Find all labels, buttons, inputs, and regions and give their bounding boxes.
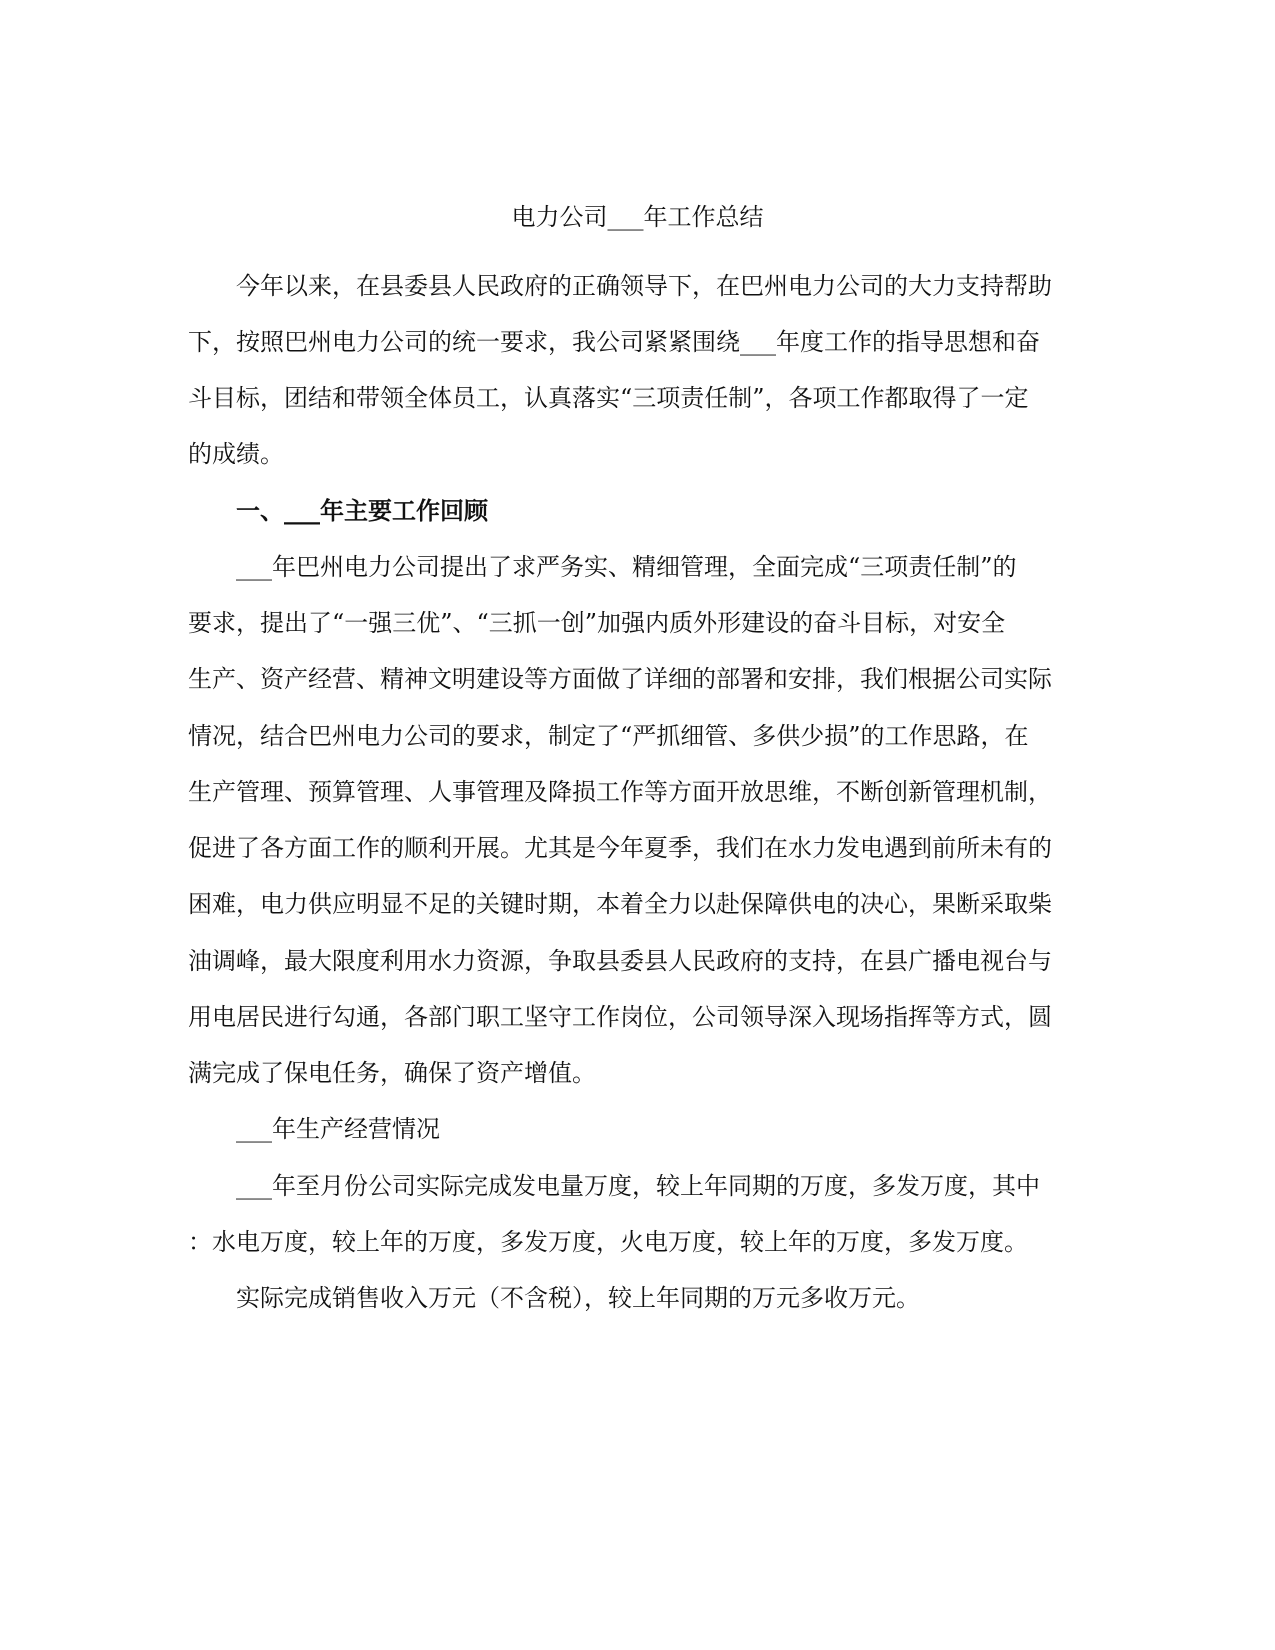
intro-line-1: 今年以来，在县委县人民政府的正确领导下，在巴州电力公司的大力支持帮助 (236, 272, 1052, 300)
section1-line-1: ___年巴州电力公司提出了求严务实、精细管理，全面完成“三项责任制”的 (236, 553, 1017, 581)
sales-line: 实际完成销售收入万元（不含税），较上年同期的万元多收万元。 (236, 1284, 920, 1312)
section1-line-2: 要求，提出了“一强三优”、“三抓一创”加强内质外形建设的奋斗目标，对安全 (188, 609, 1006, 637)
section1-line-8: 油调峰，最大限度利用水力资源，争取县委县人民政府的支持，在县广播电视台与 (188, 947, 1052, 975)
production-line-1: ___年至月份公司实际完成发电量万度，较上年同期的万度，多发万度，其中 (236, 1172, 1040, 1200)
intro-line-4: 的成绩。 (188, 440, 284, 468)
section1-line-3: 生产、资产经营、精神文明建设等方面做了详细的部署和安排，我们根据公司实际 (188, 665, 1052, 693)
production-line-2: ：水电万度，较上年的万度，多发万度，火电万度，较上年的万度，多发万度。 (188, 1228, 1028, 1256)
intro-line-2: 下，按照巴州电力公司的统一要求，我公司紧紧围绕___年度工作的指导思想和奋 (188, 328, 1040, 356)
section1-line-7: 困难，电力供应明显不足的关键时期，本着全力以赴保障供电的决心，果断采取柴 (188, 890, 1052, 918)
section1-line-5: 生产管理、预算管理、人事管理及降损工作等方面开放思维，不断创新管理机制， (188, 778, 1052, 806)
section1-line-9: 用电居民进行勾通，各部门职工坚守工作岗位，公司领导深入现场指挥等方式，圆 (188, 1003, 1052, 1031)
section-heading: 一、___年主要工作回顾 (236, 496, 488, 525)
section1-line-4: 情况，结合巴州电力公司的要求，制定了“严抓细管、多供少损”的工作思路，在 (188, 722, 1029, 750)
document-title: 电力公司___年工作总结 (511, 203, 764, 231)
section1-line-6: 促进了各方面工作的顺利开展。尤其是今年夏季，我们在水力发电遇到前所未有的 (188, 834, 1052, 862)
section1-line-10: 满完成了保电任务，确保了资产增值。 (188, 1059, 596, 1087)
intro-line-3: 斗目标，团结和带领全体员工，认真落实“三项责任制”，各项工作都取得了一定 (188, 384, 1029, 412)
subheading: ___年生产经营情况 (236, 1115, 440, 1143)
